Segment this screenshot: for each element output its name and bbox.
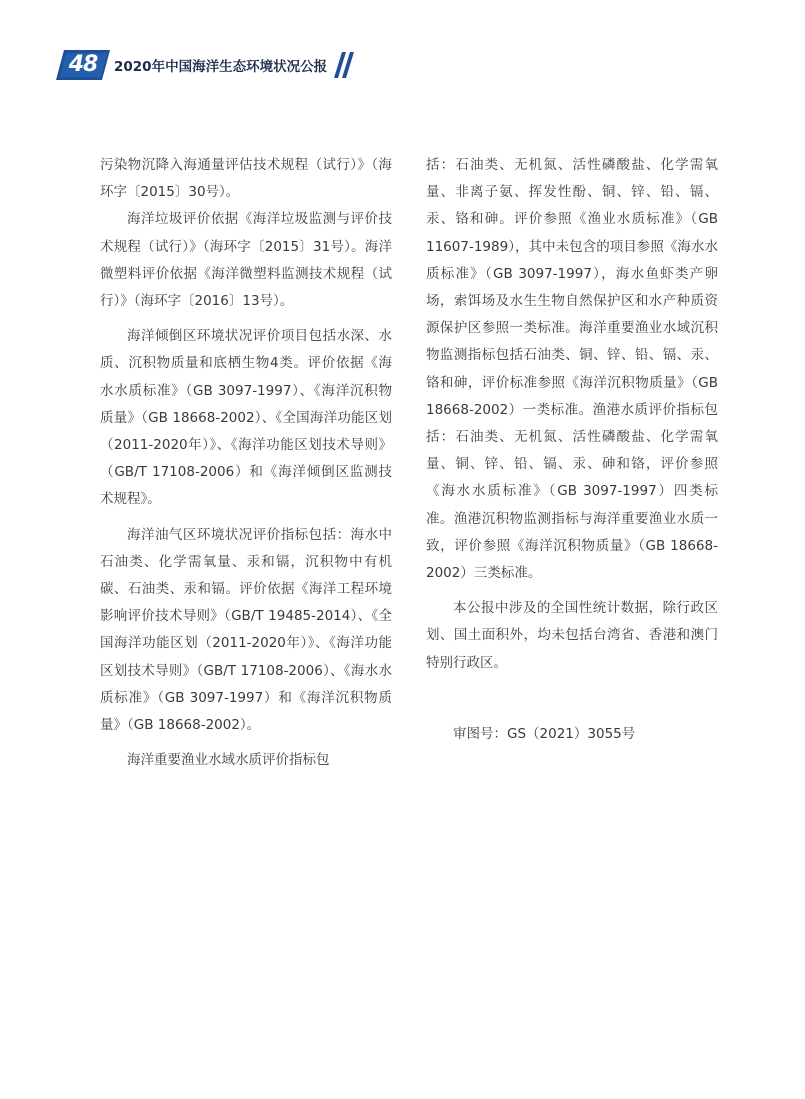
paragraph: 海洋油气区环境状况评价指标包括：海水中石油类、化学需氧量、汞和镉，沉积物中有机碳、石油类、汞和镉。评价依据《海洋工程环境影响评价技术导则》（GB/T 19485-2014）、《全国海洋功能区划（2011-2020年）》、《海洋功能区划技术导则》（GB/T 17108-2006）、《海水水质标准》（GB 3097-1997）和《海洋沉积物质量》（GB 18668-2002）。	[100, 526, 392, 734]
map-review-number: 审图号：GS（2021）3055号	[453, 725, 636, 742]
paragraph: 括：石油类、无机氮、活性磷酸盐、化学需氧量、非离子氨、挥发性酚、铜、锌、铅、镉、汞、铬和砷。评价参照《渔业水质标准》（GB 11607-1989），其中未包含的项目参照《海水水质标准》（GB 3097-1997），海水鱼虾类产卵场，索饵场及水生生物自然保护区和水产种质资源保护区参照一类标准。海洋重要渔业水域沉积物监测指标包括石油类、铜、锌、铅、镉、汞、铬和砷，评价标准参照《海洋沉积物质量》（GB 18668-2002）一类标准。渔港水质评价指标包括：石油类、无机氮、活性磷酸盐、化学需氧量、铜、锌、铅、镉、汞、砷和铬，评价参照《海水水质标准》（GB 3097-1997）四类标准。渔港沉积物监测指标与海洋重要渔业水质一致，评价参照《海洋沉积物质量》（GB 18668-2002）三类标准。	[426, 157, 718, 582]
paragraph: 海洋倾倒区环境状况评价项目包括水深、水质、沉积物质量和底栖生物4类。评价依据《海水水质标准》（GB 3097-1997）、《海洋沉积物质量》（GB 18668-2002）、《全国海洋功能区划（2011-2020年）》、《海洋功能区划技术导则》（GB/T 17108-2006）和《海洋倾倒区监测技术规程》。	[100, 328, 392, 508]
paragraph: 海洋重要渔业水域水质评价指标包	[127, 752, 330, 769]
page-number: 48	[68, 52, 98, 77]
paragraph: 本公报中涉及的全国性统计数据，除行政区划、国土面积外，均未包括台湾省、香港和澳门特别行政区。	[426, 600, 718, 671]
page-number-badge	[56, 50, 110, 80]
page-header	[56, 46, 376, 86]
slash-decoration-icon	[334, 52, 354, 78]
paragraph: 污染物沉降入海通量评估技术规程（试行）》（海环字〔2015〕30号）。	[100, 157, 392, 201]
paragraph: 海洋垃圾评价依据《海洋垃圾监测与评价技术规程（试行）》（海环字〔2015〕31号）。海洋微塑料评价依据《海洋微塑料监测技术规程（试行）》（海环字〔2016〕13号）。	[100, 211, 392, 310]
left-column	[100, 152, 392, 774]
publication-title: 2020年中国海洋生态环境状况公报	[114, 59, 328, 75]
right-column	[426, 152, 718, 748]
